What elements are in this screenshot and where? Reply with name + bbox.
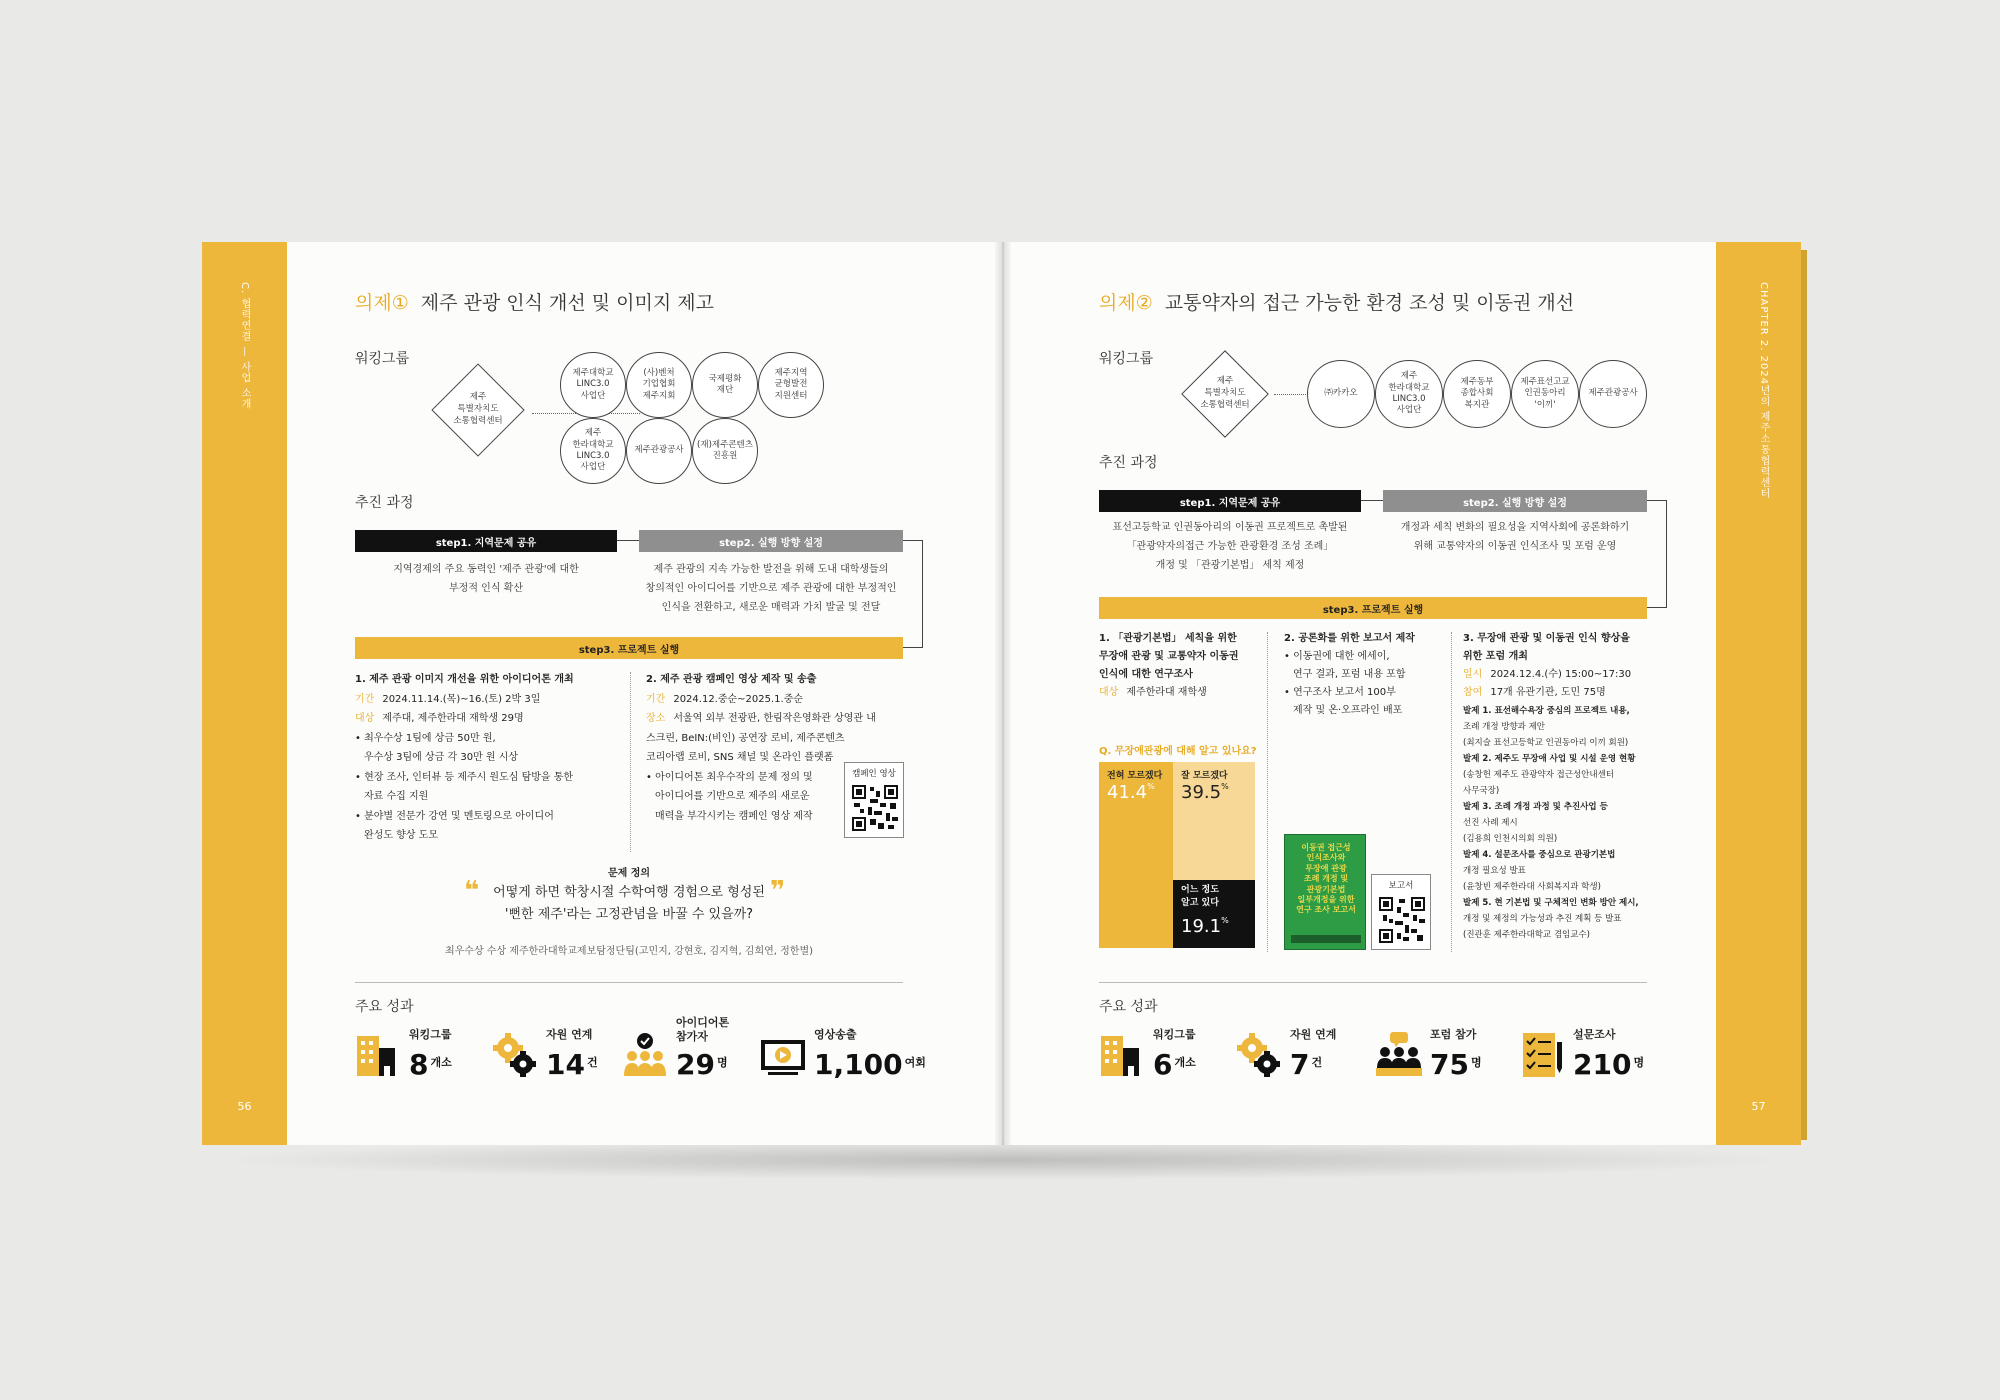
left-node-tourism-org: 제주관광공사 [626, 418, 692, 484]
left-campaign-qr-box[interactable] [844, 762, 904, 838]
left-quote: 어떻게 하면 학창시절 수학여행 경험으로 형성된 '뻔한 제주'라는 고정관념을 바꿀 수 있을까? [493, 885, 765, 923]
survey-bar-aware: 어느 정도 알고 있다 19.1% [1173, 880, 1255, 948]
right-process-label: 추진 과정 [1099, 455, 1158, 471]
left-step2-desc: 제주 관광의 지속 가능한 발전을 위해 도내 대학생들의 창의적인 아이디어를 기반으로 제주 관광에 대한 부정적인 인식을 전환하고, 새로운 매력과 가치 발굴 및 전달 [645, 564, 897, 613]
left-node-content-agency: (재)제주콘텐츠 진흥원 [692, 418, 758, 484]
report-cover-image[interactable] [1284, 834, 1366, 950]
right-page-number: 57 [1751, 1100, 1766, 1113]
left-step3-bar: step3. 프로젝트 실행 [355, 637, 903, 659]
left-title-number: 의제① [355, 292, 409, 314]
left-project2: 2. 제주 관광 캠페인 영상 제작 및 송출 기간 2024.12.중순~2025.1.중순 장소 서울역 외부 전광판, 한림작은영화관 상영관 내 스크린, BeIN:(비인) 공연장 로비, 제주콘텐츠 코리아랩 로비, SNS 채널 및 온라인 플랫폼 • 아이디어톤 최우수작의 문제 정의 및 아이디어를 기반으로 제주의 새로운 매력을 부각시키는 캠페인 영상 제작 [646, 674, 876, 822]
left-color-band [202, 242, 287, 1145]
left-results-label: 주요 성과 [355, 999, 414, 1015]
right-section-title [1099, 288, 1574, 315]
left-close-quote-icon: ❞ [770, 876, 786, 906]
right-forum-presentations: 발제 1. 표선해수욕장 중심의 프로젝트 내용, 조례 개정 방향과 제안 (최지슬 표선고등학교 인권동아리 이끼 회원) 발제 2. 제주도 무장애 사업 및 시설 운영 현황 (송창헌 제주도 관광약자 접근성안내센터 사무국장) 발제 3. 조례 개정 과정 및 추진사업 등 선진 사례 제시 (김용희 인천시의회 의원) 발제 4. 설문조사를 중심으로 관광기본법 개정 필요성 발표 (윤창빈 제주한라대 사회복지과 학생) 발제 5. 현 기본법 및 구체적인 변화 방안 제시, 개정 및 제정의 가능성과 추진 계획 등 발표 (진관훈 제주한라대학교 겸임교수) [1463, 706, 1639, 940]
right-step1-bar: step1. 지역문제 공유 [1099, 490, 1361, 512]
right-qr-label: 보고서 [1388, 881, 1414, 891]
left-step-return-arrow [903, 540, 923, 648]
left-center-node-text: 제주 특별자치도 소통협력센터 [453, 392, 503, 426]
book-spine [995, 242, 1011, 1145]
right-step2-bar: step2. 실행 방향 설정 [1383, 490, 1647, 512]
survey-question: Q. 무장애관광에 대해 알고 있나요? [1099, 746, 1257, 757]
left-node-balanced-dev-center: 제주지역 균형발전 지원센터 [758, 352, 824, 418]
right-node-tourism-org: 제주관광공사 [1579, 360, 1647, 428]
right-step-return-arrow [1647, 500, 1667, 608]
right-page-edge [1801, 250, 1807, 1140]
right-running-head: CHAPTER 2. 2024년의 제주소통협력센터 [1758, 282, 1769, 500]
left-step1-desc: 지역경제의 주요 동력인 '제주 관광'에 대한 부정적 인식 확산 [393, 564, 579, 594]
right-step2-desc: 개정과 세칙 변화의 필요성을 지역사회에 공론화하기 위해 교통약자의 이동권 인식조사 및 포럼 운영 [1400, 522, 1630, 552]
left-step1-bar: step1. 지역문제 공유 [355, 530, 617, 552]
right-node-welfare-center: 제주동부 종합사회 복지관 [1443, 360, 1511, 428]
forum-people-icon [1376, 1032, 1422, 1078]
right-center-node-text: 제주 특별자치도 소통협력센터 [1200, 376, 1250, 410]
left-project-divider [630, 672, 631, 852]
video-screen-icon [760, 1032, 806, 1078]
report-cover-title: 이동권 접근성 인식조사와 무장애 관광 조례 개정 및 관광기본법 일부개정을 위한 연구 조사 보고서 [1296, 843, 1356, 915]
gears-icon [492, 1032, 538, 1078]
survey-bar-not-sure: 잘 모르겠다 39.5% [1173, 762, 1255, 880]
gears-icon [1236, 1032, 1282, 1078]
left-problem-label: 문제 정의 [607, 868, 651, 879]
left-working-group-label: 워킹그룹 [355, 351, 410, 367]
right-project-divider-1 [1267, 632, 1268, 952]
left-results-divider [355, 982, 903, 983]
left-node-peace-foundation: 국제평화 재단 [692, 352, 758, 418]
left-step2-bar: step2. 실행 방향 설정 [639, 530, 903, 552]
left-qr-code [850, 783, 900, 833]
right-project3: 3. 무장애 관광 및 이동권 인식 향상을 위한 포럼 개최 일시 2024.12.4.(수) 15:00~17:30 참여 17개 유관기관, 도민 75명 [1463, 633, 1632, 698]
people-check-icon [622, 1032, 668, 1078]
right-page: CHAPTER 2. 2024년의 제주소통협력센터 57 의제② 교통약자의 접근 가능한 환경 조성 및 이동권 개선 워킹그룹 제주 특별자치도 소통협력센터 ㈜카카오 제주 한라대학교 LINC3.0 사업단 제주동부 종합사회 복지관 제주표선고교 인권동아리 '이끼' 제주관광공사 추진 과정 step1. 지역문제 공유 step2. 실행 방향 설정 표선고등학교 인권동아리의 이동권 프로젝트로 촉발된 「관광약자의접근 가능한 관광환경 조성 조례」 개정 및 「관광기본법」 세칙 제정 개정과 세칙 변화의 필요성을 지역사회에 공론화하기 위해 교통약자의 이동권 인식조사 및 포럼 운영 step3. 프로젝트 실행 1. 「관광기본법」 세칙을 위한 무장애 관광 및 교통약자 이동권 인식에 대한 연구조사 대상 제주한라대 재학생 Q. 무장애관광에 대해 알고 있나요? 전혀 모르겠다 41.4% 잘 모르겠다 39.5% 어느 정도 알고 있다 19.1% 2. 공론화를 위한 보고서 제작 • 이동권에 대한 에세이, 연구 결과, 포럼 내용 포함 • 연구조사 보고서 100부 제작 및 온·오프라인 배포 이동권 접근성 인식조사와 무장애 관광 조례 개정 및 관광기본법 일부개정을 위한 연구 조사 보고서 보고서 3. 무장애 관광 및 이동권 인식 향상을 위한 포럼 개최 일시 2024.12.4.(수) 15:00~17:30 참여 17개 유관기관, 도민 75명 발제 1. 표선해수욕장 중심의 프로젝트 내용, 조례 개정 방향과 제안 (최지슬 표선고등학교 인권동아리 이끼 회원) 발제 2. 제주도 무장애 사업 및 시설 운영 현황 (송창헌 제주도 관광약자 접근성안내센터 사무국장) 발제 3. 조례 개정 과정 및 추진사업 등 선진 사례 제시 (김용희 인천시의회 의원) 발제 4. 설문조사를 중심으로 관광기본법 개정 필요성 발표 (윤창빈 제주한라대 사회복지과 학생) 발제 5. 현 기본법 및 구체적인 변화 방안 제시, 개정 및 제정의 가능성과 추진 계획 등 발표 (진관훈 제주한라대학교 겸임교수) 주요 성과 워킹그룹 6 $^{개소}$ 자원 연계 7 $^건$ 포럼 참가 75 $^명$ 설문조사 210 $^명$ [1004, 242, 1801, 1145]
right-step3-bar: step3. 프로젝트 실행 [1099, 597, 1647, 619]
left-qr-label: 캠페인 영상 [852, 769, 896, 779]
right-title-number: 의제② [1099, 292, 1153, 314]
right-step-arrow [1361, 500, 1383, 501]
survey-bar-unaware: 전혀 모르겠다 41.4% [1099, 762, 1173, 948]
left-node-jeju-univ-linc: 제주대학교 LINC3.0 사업단 [560, 352, 626, 418]
left-award: 최우수상 수상 제주한라대학교제보탐정단팀(고민지, 강현호, 김지혁, 김희연, 정한별) [444, 946, 814, 957]
report-cover-footer [1291, 935, 1361, 943]
book-shadow [215, 1140, 1795, 1180]
building-icon [1099, 1032, 1145, 1078]
right-project1: 1. 「관광기본법」 세칙을 위한 무장애 관광 및 교통약자 이동권 인식에 대한 연구조사 대상 제주한라대 재학생 [1099, 633, 1239, 698]
left-title-text: 제주 관광 인식 개선 및 이미지 제고 [420, 292, 714, 314]
right-working-group-label: 워킹그룹 [1099, 351, 1154, 367]
left-node-venture-assoc: (사)벤처 기업협회 제주지회 [626, 352, 692, 418]
building-icon [355, 1032, 401, 1078]
right-qr-code [1377, 895, 1427, 945]
right-color-band [1716, 242, 1801, 1145]
left-page-number: 56 [237, 1100, 252, 1113]
right-node-halla-univ-linc: 제주 한라대학교 LINC3.0 사업단 [1375, 360, 1443, 428]
right-project2: 2. 공론화를 위한 보고서 제작 • 이동권에 대한 에세이, 연구 결과, 포럼 내용 포함 • 연구조사 보고서 100부 제작 및 온·오프라인 배포 [1284, 633, 1415, 716]
left-section-title [355, 288, 714, 315]
left-process-label: 추진 과정 [355, 495, 414, 511]
right-node-kakao: ㈜카카오 [1307, 360, 1375, 428]
left-open-quote-icon: ❝ [464, 876, 480, 906]
right-results-divider [1099, 982, 1647, 983]
left-project1: 1. 제주 관광 이미지 개선을 위한 아이디어톤 개최 기간 2024.11.14.(목)~16.(토) 2박 3일 대상 제주대, 제주한라대 재학생 29명 • 최우수상 1팀에 상금 50만 원, 우수상 3팀에 상금 각 30만 원 시상 • 현장 조사, 인터뷰 등 제주시 원도심 탐방을 통한 자료 수집 지원 • 분야별 전문가 강연 및 멘토링으로 아이디어 완성도 향상 도모 [355, 674, 574, 841]
right-project-divider-2 [1451, 632, 1452, 952]
left-step-arrow [617, 540, 639, 541]
left-node-halla-univ-linc: 제주 한라대학교 LINC3.0 사업단 [560, 418, 626, 484]
left-page: C. 협력연결 — 사업 소개 56 의제① 제주 관광 인식 개선 및 이미지 제고 워킹그룹 제주 특별자치도 소통협력센터 제주대학교 LINC3.0 사업단 (사)벤처 기업협회 제주지회 국제평화 재단 제주지역 균형발전 지원센터 제주 한라대학교 LINC3.0 사업단 제주관광공사 (재)제주콘텐츠 진흥원 추진 과정 step1. 지역문제 공유 step2. 실행 방향 설정 지역경제의 주요 동력인 '제주 관광'에 대한 부정적 인식 확산 제주 관광의 지속 가능한 발전을 위해 도내 대학생들의 창의적인 아이디어를 기반으로 제주 관광에 대한 부정적인 인식을 전환하고, 새로운 매력과 가치 발굴 및 전달 step3. 프로젝트 실행 1. 제주 관광 이미지 개선을 위한 아이디어톤 개최 기간 2024.11.14.(목)~16.(토) 2박 3일 대상 제주대, 제주한라대 재학생 29명 • 최우수상 1팀에 상금 50만 원, 우수상 3팀에 상금 각 30만 원 시상 • 현장 조사, 인터뷰 등 제주시 원도심 탐방을 통한 자료 수집 지원 • 분야별 전문가 강연 및 멘토링으로 아이디어 완성도 향상 도모 2. 제주 관광 캠페인 영상 제작 및 송출 기간 2024.12.중순~2025.1.중순 장소 서울역 외부 전광판, 한림작은영화관 상영관 내 스크린, BeIN:(비인) 공연장 로비, 제주콘텐츠 코리아랩 로비, SNS 채널 및 온라인 플랫폼 • 아이디어톤 최우수작의 문제 정의 및 아이디어를 기반으로 제주의 새로운 매력을 부각시키는 캠페인 영상 제작 캠페인 영상 문제 정의 ❝ ❞ 어떻게 하면 학창시절 수학여행 경험으로 형성된 '뻔한 제주'라는 고정관념을 바꿀 수 있을까? 최우수상 수상 제주한라대학교제보탐정단팀(고민지, 강현호, 김지혁, 김희연, 정한별) 주요 성과 워킹그룹 8 $^{개소}$ 자원 연계 14 $^건$ 아이디어톤 참가자 29 $^명$ 영상송출 1,100 $^{여회}$ [202, 242, 1002, 1145]
right-report-qr-box[interactable] [1371, 874, 1431, 950]
right-results-label: 주요 성과 [1099, 999, 1158, 1015]
survey-checklist-icon [1519, 1032, 1565, 1078]
right-step1-desc: 표선고등학교 인권동아리의 이동권 프로젝트로 촉발된 「관광약자의접근 가능한 관광환경 조성 조례」 개정 및 「관광기본법」 세칙 제정 [1112, 522, 1348, 571]
right-title-text: 교통약자의 접근 가능한 환경 조성 및 이동권 개선 [1164, 292, 1575, 314]
right-node-pyoseon-club: 제주표선고교 인권동아리 '이끼' [1511, 360, 1579, 428]
left-running-head: C. 협력연결 — 사업 소개 [239, 282, 250, 410]
